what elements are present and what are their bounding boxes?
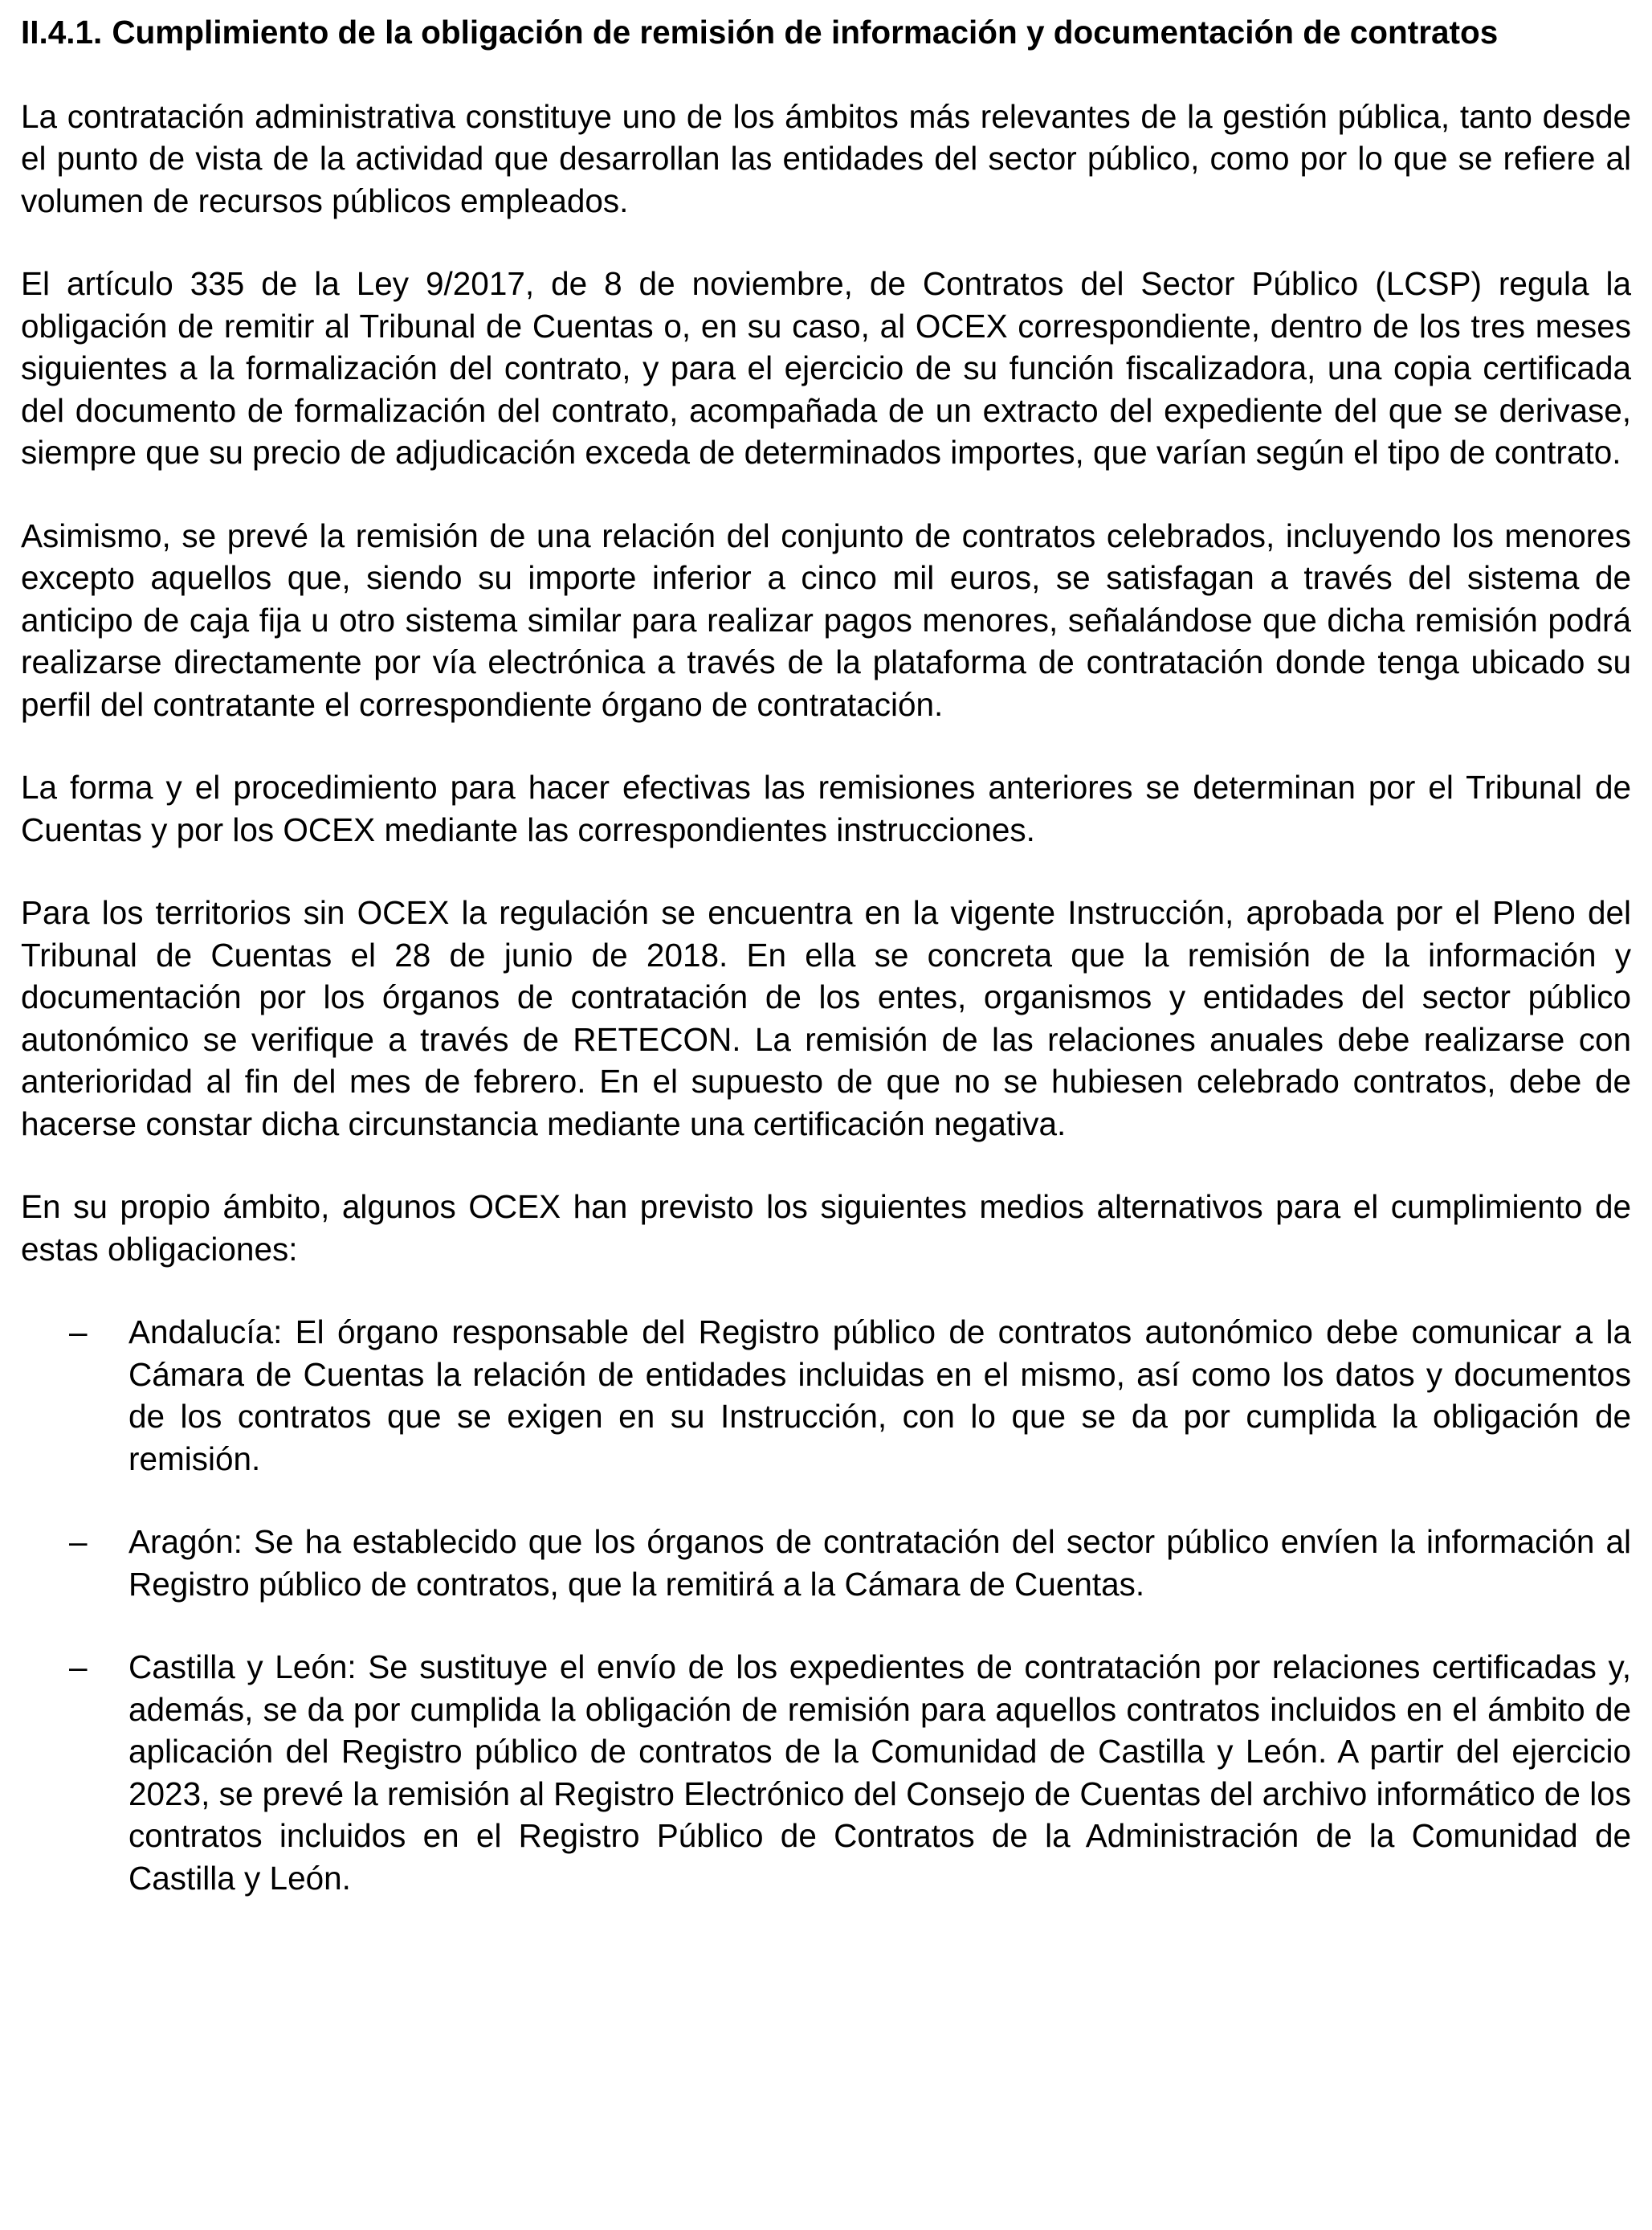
list-item-aragon xyxy=(21,1521,1631,1605)
list-item-andalucia xyxy=(21,1311,1631,1480)
section-title: Cumplimiento de la obligación de remisión de información y documentación de contratos xyxy=(112,14,1499,51)
list-item-text: Aragón: Se ha establecido que los órganos de contratación del sector público envíen la información al Registro público de contratos, que la remitirá a la Cámara de Cuentas. xyxy=(128,1523,1631,1603)
document-page xyxy=(21,11,1631,1940)
list-item-text: Castilla y León: Se sustituye el envío de los expedientes de contratación por relaciones certificadas y, además, se da por cumplida la obligación de remisión para aquellos contratos incluidos en el ámbito de aplicación del Registro público de contratos de la Comunidad de Castilla y León. A partir del ejercicio 2023, se prevé la remisión al Registro Electrónico del Consejo de Cuentas del archivo informático de los contratos incluidos en el Registro Público de Contratos de la Administración de la Comunidad de Castilla y León. xyxy=(128,1648,1631,1897)
paragraph-article-335: El artículo 335 de la Ley 9/2017, de 8 de noviembre, de Contratos del Sector Público (LCSP) regula la obligación de remitir al Tribunal de Cuentas o, en su caso, al OCEX correspondiente, dentro de los tres meses siguientes a la formalización del contrato, y para el ejercicio de su función fiscalizadora, una copia certificada del documento de formalización del contrato, acompañada de un extracto del expediente del que se derivase, siempre que su precio de adjudicación exceda de determinados importes, que varían según el tipo de contrato. xyxy=(21,265,1631,471)
list-item-castilla-y-leon xyxy=(21,1646,1631,1899)
list-bullet: – xyxy=(69,1523,88,1560)
ocex-list xyxy=(21,1311,1631,1899)
paragraph-intro: La contratación administrativa constituye uno de los ámbitos más relevantes de la gestión pública, tanto desde el punto de vista de la actividad que desarrollan las entidades del sector público, como por lo que se refiere al volumen de recursos públicos empleados. xyxy=(21,97,1631,219)
list-item-text: Andalucía: El órgano responsable del Registro público de contratos autonómico debe comunicar a la Cámara de Cuentas la relación de entidades incluidas en el mismo, así como los datos y documentos de los contratos que se exigen en su Instrucción, con lo que se da por cumplida la obligación de remisión. xyxy=(128,1313,1631,1477)
paragraph-forma-procedimiento: La forma y el procedimiento para hacer efectivas las remisiones anteriores se determinan por el Tribunal de Cuentas y por los OCEX mediante las correspondientes instrucciones. xyxy=(21,769,1631,848)
paragraph-medios-alternativos: En su propio ámbito, algunos OCEX han previsto los siguientes medios alternativos para el cumplimiento de estas obligaciones: xyxy=(21,1188,1631,1268)
paragraph-territorios-sin-ocex: Para los territorios sin OCEX la regulación se encuentra en la vigente Instrucción, aprobada por el Pleno del Tribunal de Cuentas el 28 de junio de 2018. En ella se concreta que la remisión de la información y documentación por los órganos de contratación de los entes, organismos y entidades del sector público autonómico se verifique a través de RETECON. La remisión de las relaciones anuales debe realizarse con anterioridad al fin del mes de febrero. En el supuesto de que no se hubiesen celebrado contratos, debe de hacerse constar dicha circunstancia mediante una certificación negativa. xyxy=(21,894,1631,1142)
section-number: II.4.1. xyxy=(21,14,103,51)
list-bullet: – xyxy=(69,1648,88,1685)
list-bullet: – xyxy=(69,1313,88,1350)
paragraph-relacion-contratos: Asimismo, se prevé la remisión de una relación del conjunto de contratos celebrados, incluyendo los menores excepto aquellos que, siendo su importe inferior a cinco mil euros, se satisfagan a través del sistema de anticipo de caja fija u otro sistema similar para realizar pagos menores, señalándose que dicha remisión podrá realizarse directamente por vía electrónica a través de la plataforma de contratación donde tenga ubicado su perfil del contratante el correspondiente órgano de contratación. xyxy=(21,517,1631,723)
section-heading xyxy=(21,11,1631,54)
